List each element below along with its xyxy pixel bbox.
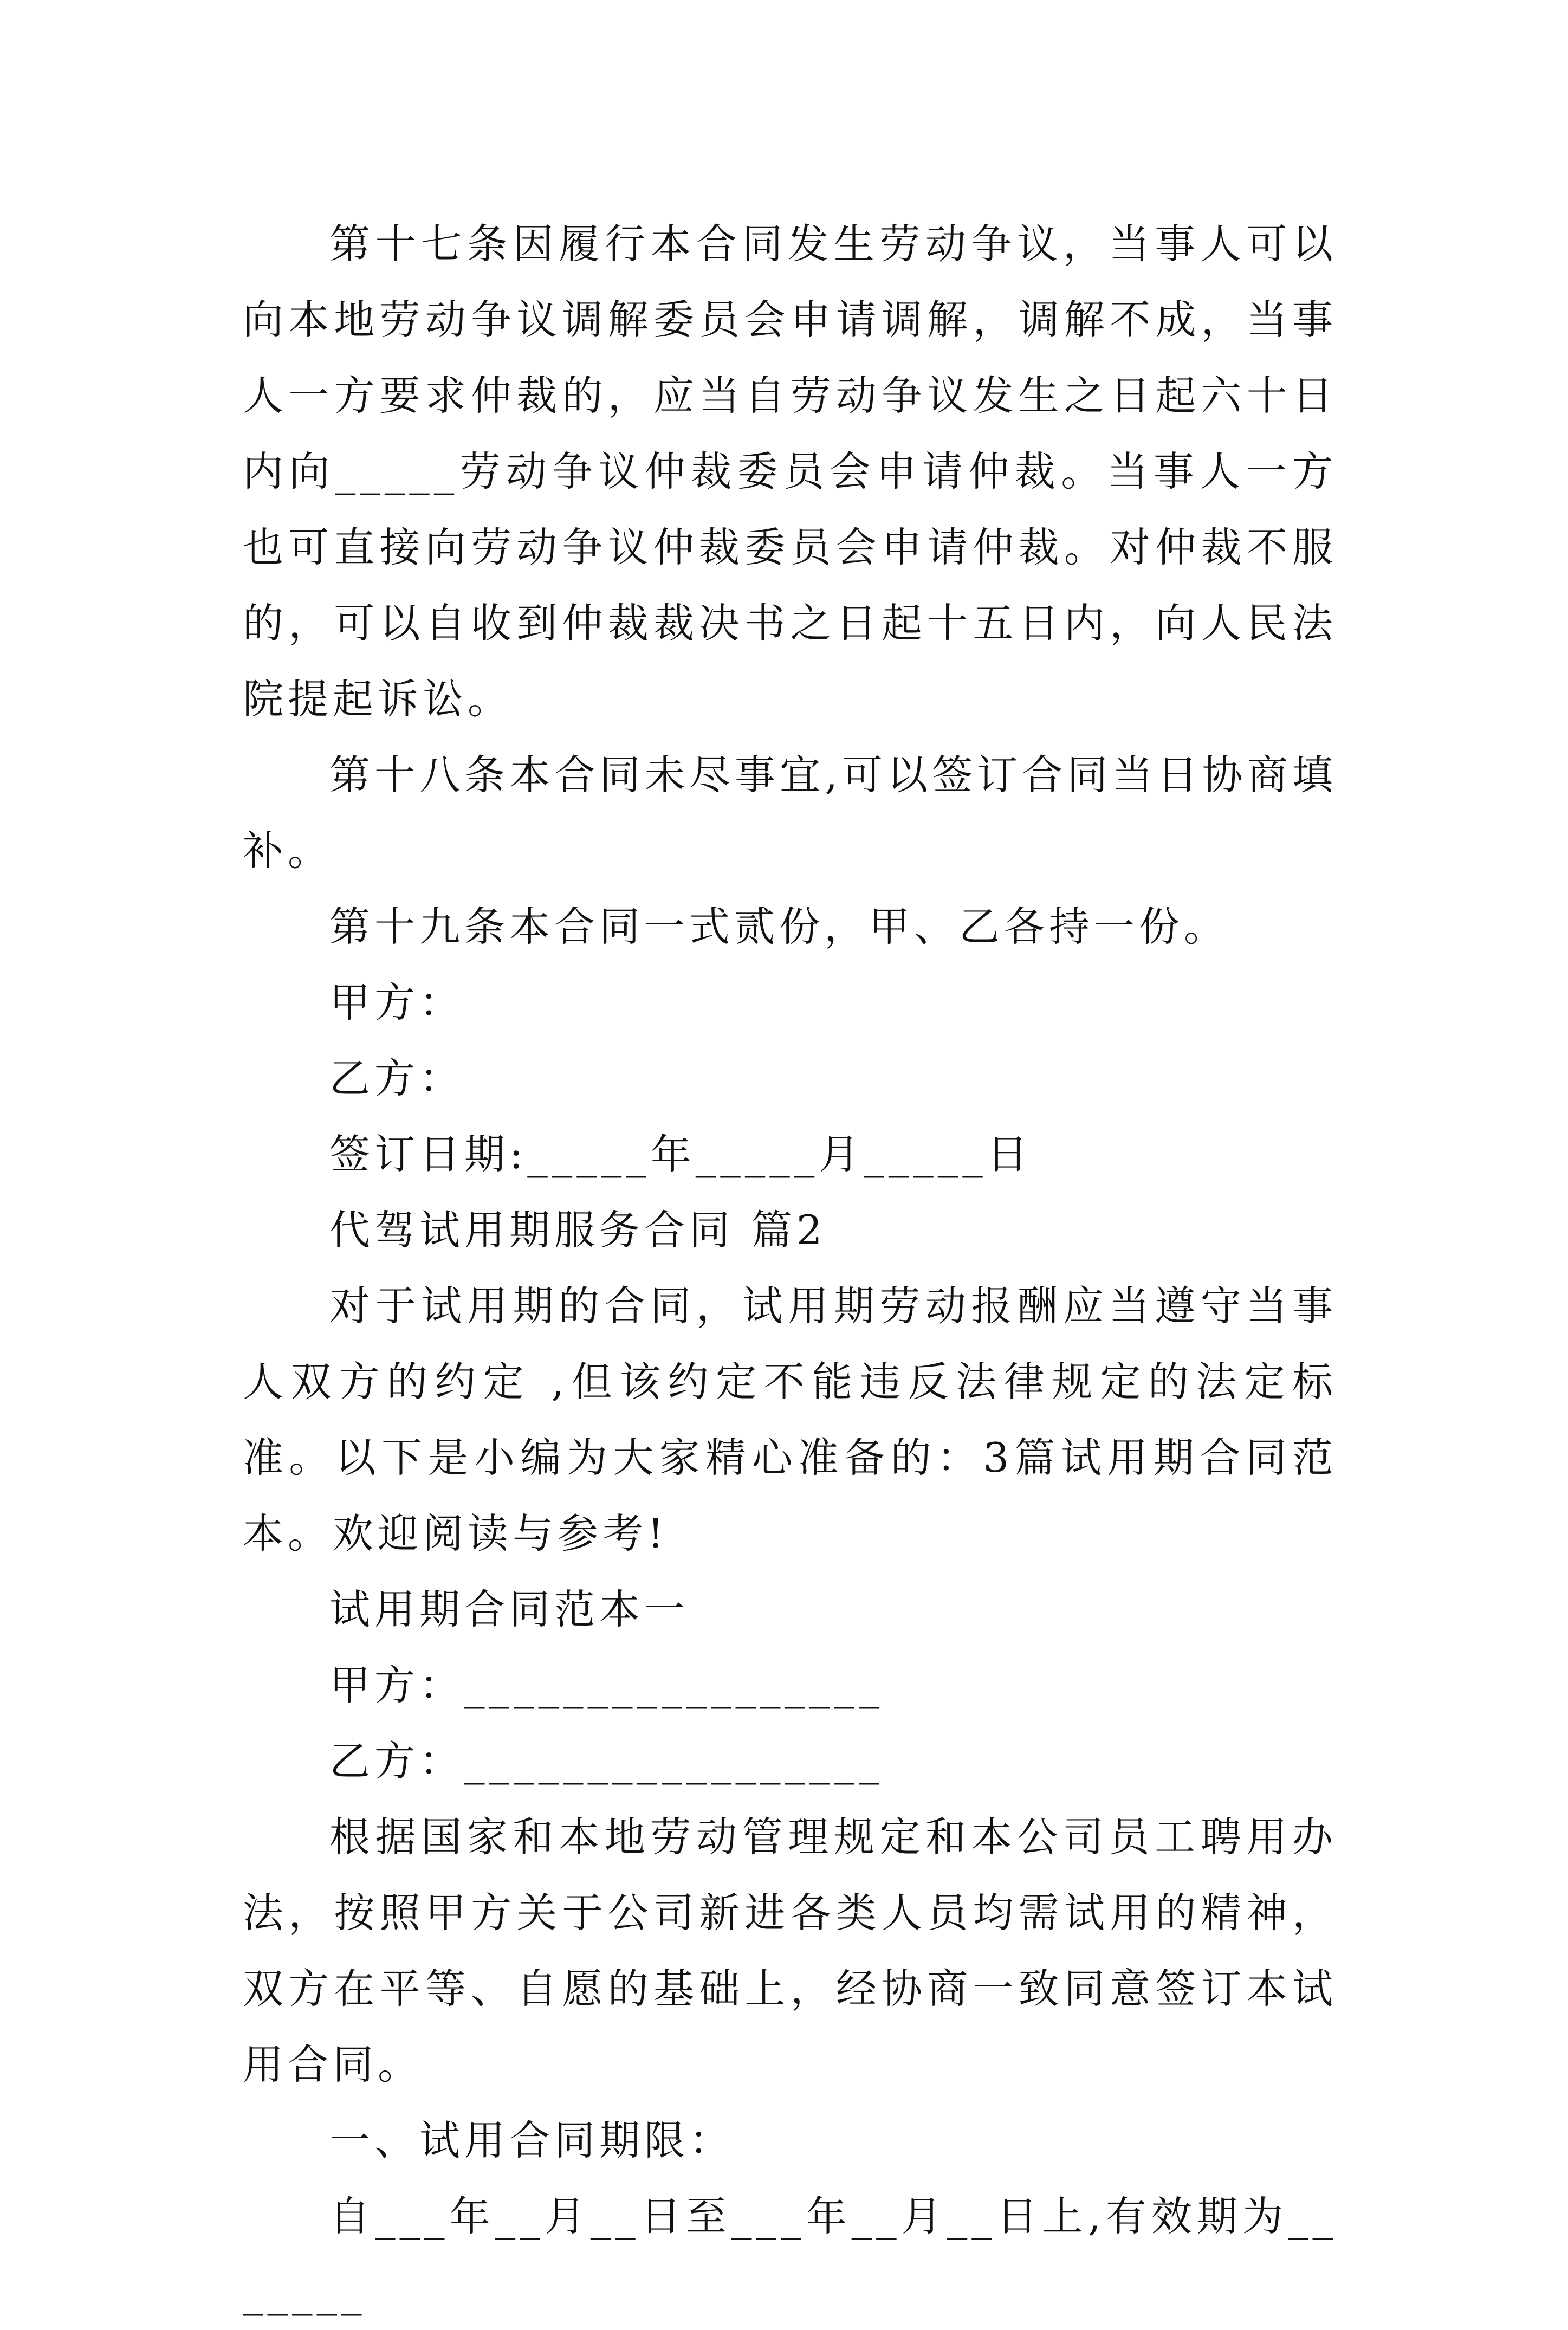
party-a-line: 甲方： (329, 979, 465, 1026)
term-heading: 一、试用合同期限： (329, 2117, 735, 2164)
intro-paragraph: 对于试用期的合同，试用期劳动报酬应当遵守当事人双方的约定 ,但该约定不能违反法律规定的法定标准。以下是小编为大家精心准备的：3篇试用期合同范本。欢迎阅读与参考! (243, 1282, 1337, 1557)
article-18-paragraph: 第十八条本合同未尽事宜,可以签订合同当日协商填补。 (243, 751, 1337, 875)
party-b-line: 乙方： (329, 1054, 465, 1102)
article-17-paragraph: 第十七条因履行本合同发生劳动争议，当事人可以向本地劳动争议调解委员会申请调解，调解不成，当事人一方要求仲裁的，应当自劳动争议发生之日起六十日内向_____劳动争议仲裁委员会申请仲裁。当事人一方也可直接向劳动争议仲裁委员会申请仲裁。对仲裁不服的，可以自收到仲裁裁决书之日起十五日内，向人民法院提起诉讼。 (243, 220, 1337, 723)
signing-date-line: 签订日期:_____年_____月_____日 (329, 1130, 1032, 1178)
term-period-line: 自___年__月__日至___年__月__日上,有效期为_______ (243, 2192, 1337, 2316)
sample-party-b-line: 乙方：_________________ (329, 1737, 884, 1785)
preamble-paragraph: 根据国家和本地劳动管理规定和本公司员工聘用办法，按照甲方关于公司新进各类人员均需试用的精神，双方在平等、自愿的基础上，经协商一致同意签订本试用合同。 (243, 1813, 1337, 2088)
document-page (243, 206, 1337, 2330)
section-heading: 代驾试用期服务合同 篇2 (329, 1206, 827, 1254)
sample-party-a-line: 甲方：_________________ (329, 1661, 884, 1709)
sample-title: 试用期合同范本一 (329, 1585, 690, 1633)
article-19-paragraph: 第十九条本合同一式贰份，甲、乙各持一份。 (329, 903, 1229, 950)
